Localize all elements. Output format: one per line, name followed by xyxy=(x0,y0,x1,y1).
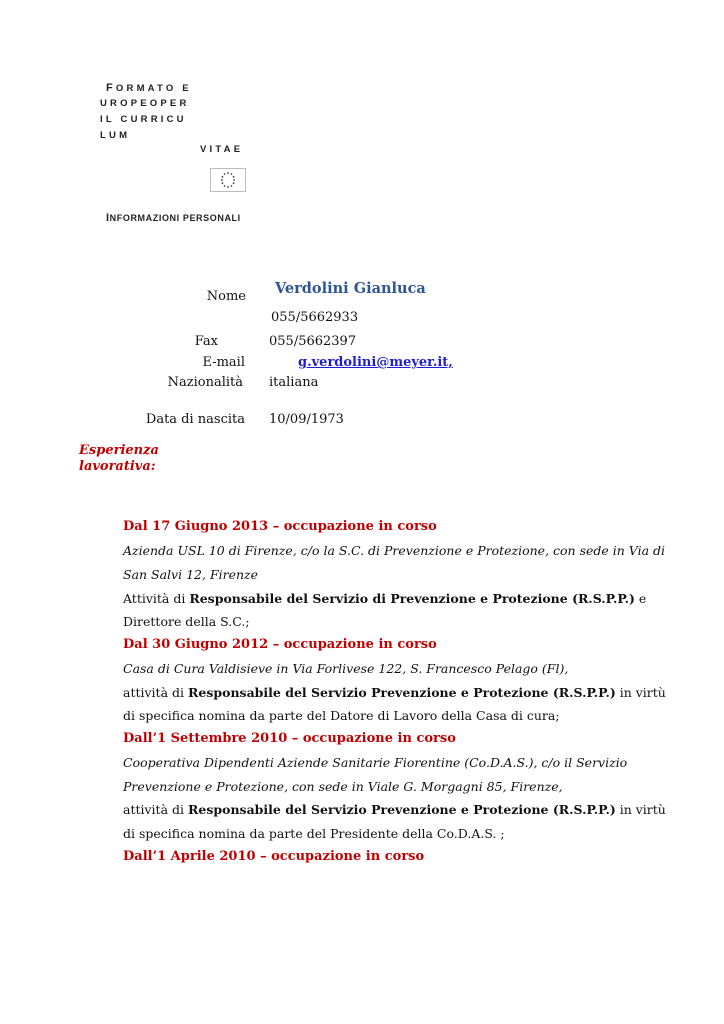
eu-flag-icon xyxy=(210,168,246,192)
entry-3-role-line-2: di specifica nomina da parte del Presidente della Co.D.A.S. ; xyxy=(123,826,505,841)
cv-title-line-2: UROPEOPER xyxy=(100,98,190,109)
birth-label: Data di nascita xyxy=(145,412,245,427)
entry-2-date: Dal 30 Giugno 2012 – occupazione in corso xyxy=(123,637,437,652)
cv-title-line-1: FORMATO E xyxy=(106,82,192,94)
email-label: E-mail xyxy=(202,355,245,370)
experience-heading-line-2: lavorativa: xyxy=(79,459,156,474)
entry-2-role-line-1: attività di Responsabile del Servizio Prevenzione e Protezione (R.S.P.P.) in virtù xyxy=(123,685,666,700)
name-label: Nome xyxy=(206,289,246,304)
entry-2-role-line-2: di specifica nomina da parte del Datore di Lavoro della Casa di cura; xyxy=(123,708,560,723)
entry-1-date: Dal 17 Giugno 2013 – occupazione in corso xyxy=(123,519,437,534)
entry-3-date: Dall’1 Settembre 2010 – occupazione in corso xyxy=(123,731,456,746)
entry-3-place-line-2: Prevenzione e Protezione, con sede in Viale G. Morgagni 85, Firenze, xyxy=(123,779,563,794)
fax-value: 055/5662397 xyxy=(269,334,357,349)
nationality-value: italiana xyxy=(269,375,319,390)
section-personal-info: INFORMAZIONI PERSONALI xyxy=(106,212,241,224)
experience-heading-line-1: Esperienza xyxy=(79,443,159,458)
entry-3-role-line-1: attività di Responsabile del Servizio Prevenzione e Protezione (R.S.P.P.) in virtù xyxy=(123,802,666,817)
entry-2-place: Casa di Cura Valdisieve in Via Forlivese 122, S. Francesco Pelago (Fl), xyxy=(123,661,569,676)
cv-title-vitae: VITAE xyxy=(200,144,244,155)
name-value: Verdolini Gianluca xyxy=(275,280,426,297)
email-link[interactable]: g.verdolini@meyer.it, xyxy=(298,355,453,370)
entry-1-role-line-1: Attività di Responsabile del Servizio di Prevenzione e Protezione (R.S.P.P.) e xyxy=(123,591,647,606)
phone-value: 055/5662933 xyxy=(271,310,359,325)
entry-3-place-line-1: Cooperativa Dipendenti Aziende Sanitarie Fiorentine (Co.D.A.S.), c/o il Servizio xyxy=(123,755,628,770)
cv-title-line-3: IL CURRICU xyxy=(100,114,187,125)
entry-4-date: Dall’1 Aprile 2010 – occupazione in corso xyxy=(123,849,425,864)
birth-value: 10/09/1973 xyxy=(269,412,344,427)
cv-title-line-4: LUM xyxy=(100,130,131,141)
entry-1-role-line-2: Direttore della S.C.; xyxy=(123,614,250,629)
nationality-label: Nazionalità xyxy=(167,375,243,390)
fax-label: Fax xyxy=(194,334,218,349)
entry-1-place-line-2: San Salvi 12, Firenze xyxy=(123,567,259,582)
entry-1-place-line-1: Azienda USL 10 di Firenze, c/o la S.C. di Prevenzione e Protezione, con sede in Via di xyxy=(123,543,666,558)
